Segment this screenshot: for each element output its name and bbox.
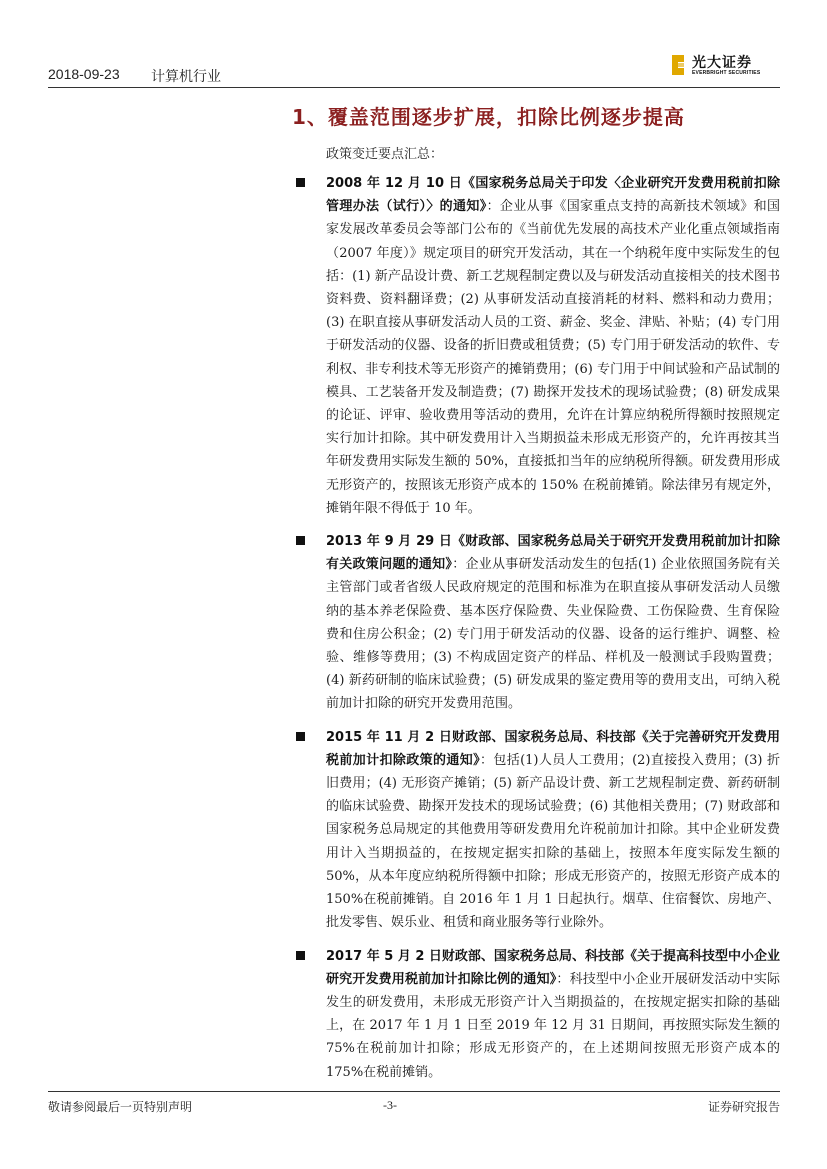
policy-body: ：企业从事研发活动发生的包括(1) 企业依照国务院有关主管部门或者省级人民政府规定的范围和标准为在职直接从事研发活动人员缴纳的基本养老保险费、基本医疗保险费、失业保险费、工伤保险费、生育保险费和住房公积金；(2) 专门用于研发活动的仪器、设备的运行维护、调整、检验、维修等费用；(3) 不构成固定资产的样品、样机及一般测试手段购置费；(4) 新药研制的临床试验费；(5) 研发成果的鉴定费用等的费用支出，可纳入税前加计扣除的研究开发费用范围。 [326, 557, 780, 712]
policy-item [292, 726, 780, 935]
policy-title: 2015 年 11 月 2 日财政部、国家税务总局、科技部《关于完善研究开发费用税前加计扣除政策的通知》 [326, 729, 780, 768]
policy-title: 2008 年 12 月 10 日《国家税务总局关于印发〈企业研究开发费用税前扣除管理办法（试行）〉的通知》 [326, 176, 780, 215]
industry-label: 计算机行业 [151, 69, 221, 85]
policy-body: ：包括(1)人员人工费用；(2)直接投入费用；(3) 折旧费用；(4) 无形资产摊销；(5) 新产品设计费、新工艺规程制定费、新药研制的临床试验费、勘探开发技术的现场试验费；(6) 其他相关费用；(7) 财政部和国家税务总局规定的其他费用等研发费用允许税前加计扣除。其中企业研发费用计入当期损益的，在按规定据实扣除的基础上，按照本年度实际发生额的 50%，从本年度应纳税所得额中扣除；形成无形资产的，按照无形资产成本的 150%在税前摊销。自 2016 年 1 月 1 日起执行。烟草、住宿餐饮、房地产、批发零售、娱乐业、租赁和商业服务等行业除外。 [326, 752, 780, 931]
logo-mark-icon [670, 54, 686, 76]
bullet-square-icon [296, 178, 305, 187]
policy-text [326, 172, 780, 520]
header-divider [48, 87, 780, 88]
policy-text [326, 726, 780, 935]
logo-text-en: EVERBRIGHT SECURITIES [692, 70, 761, 76]
section-title: 1、覆盖范围逐步扩展，扣除比例逐步提高 [292, 105, 685, 129]
policy-list [292, 172, 780, 1094]
policy-body: ：科技型中小企业开展研发活动中实际发生的研发费用，未形成无形资产计入当期损益的，在按规定据实扣除的基础上，在 2017 年 1 月 1 日至 2019 年 12 月 31 日期间，再按照实际发生额的 75%在税前加计扣除；形成无形资产的，在上述期间按照无形资产成本的 175%在税前摊销。 [326, 971, 780, 1080]
page-number: -3- [383, 1098, 397, 1112]
logo-text-cn: 光大证券 [692, 55, 752, 71]
policy-text [326, 945, 780, 1084]
footer-report-type: 证券研究报告 [707, 1100, 780, 1114]
page-header [48, 52, 780, 88]
report-date: 2018-09-23 [48, 66, 120, 82]
company-logo [670, 52, 780, 80]
policy-item [292, 172, 780, 520]
policy-title: 2013 年 9 月 29 日《财政部、国家税务总局关于研究开发费用税前加计扣除有关政策问题的通知》 [326, 534, 780, 573]
policy-item [292, 945, 780, 1084]
policy-title: 2017 年 5 月 2 日财政部、国家税务总局、科技部《关于提高科技型中小企业研究开发费用税前加计扣除比例的通知》 [326, 948, 780, 987]
intro-text: 政策变迁要点汇总： [326, 147, 444, 162]
bullet-square-icon [296, 951, 305, 960]
policy-text [326, 530, 780, 716]
bullet-square-icon [296, 732, 305, 741]
footer-disclaimer: 敬请参阅最后一页特别声明 [48, 1100, 193, 1114]
bullet-square-icon [296, 536, 305, 545]
footer-divider [48, 1091, 780, 1092]
policy-item [292, 530, 780, 716]
policy-body: ：企业从事《国家重点支持的高新技术领域》和国家发展改革委员会等部门公布的《当前优先发展的高技术产业化重点领域指南（2007 年度）》规定项目的研究开发活动，其在一个纳税年度中实际发生的包括：(1) 新产品设计费、新工艺规程制定费以及与研发活动直接相关的技术图书资料费、资料翻译费；(2) 从事研发活动直接消耗的材料、燃料和动力费用；(3) 在职直接从事研发活动人员的工资、薪金、奖金、津贴、补贴；(4) 专门用于研发活动的仪器、设备的折旧费或租赁费；(5) 专门用于研发活动的软件、专利权、非专利技术等无形资产的摊销费用；(6) 专门用于中间试验和产品试制的模具、工艺装备开发及制造费；(7) 勘探开发技术的现场试验费；(8) 研发成果的论证、评审、验收费用等活动的费用，允许在计算应纳税所得额时按照规定实行加计扣除。其中研发费用计入当期损益未形成无形资产的，允许再按其当年研发费用实际发生额的 50%，直接抵扣当年的应纳税所得额。研发费用形成无形资产的，按照该无形资产成本的 150% 在税前摊销。除法律另有规定外，摊销年限不得低于 10 年。 [326, 199, 780, 516]
